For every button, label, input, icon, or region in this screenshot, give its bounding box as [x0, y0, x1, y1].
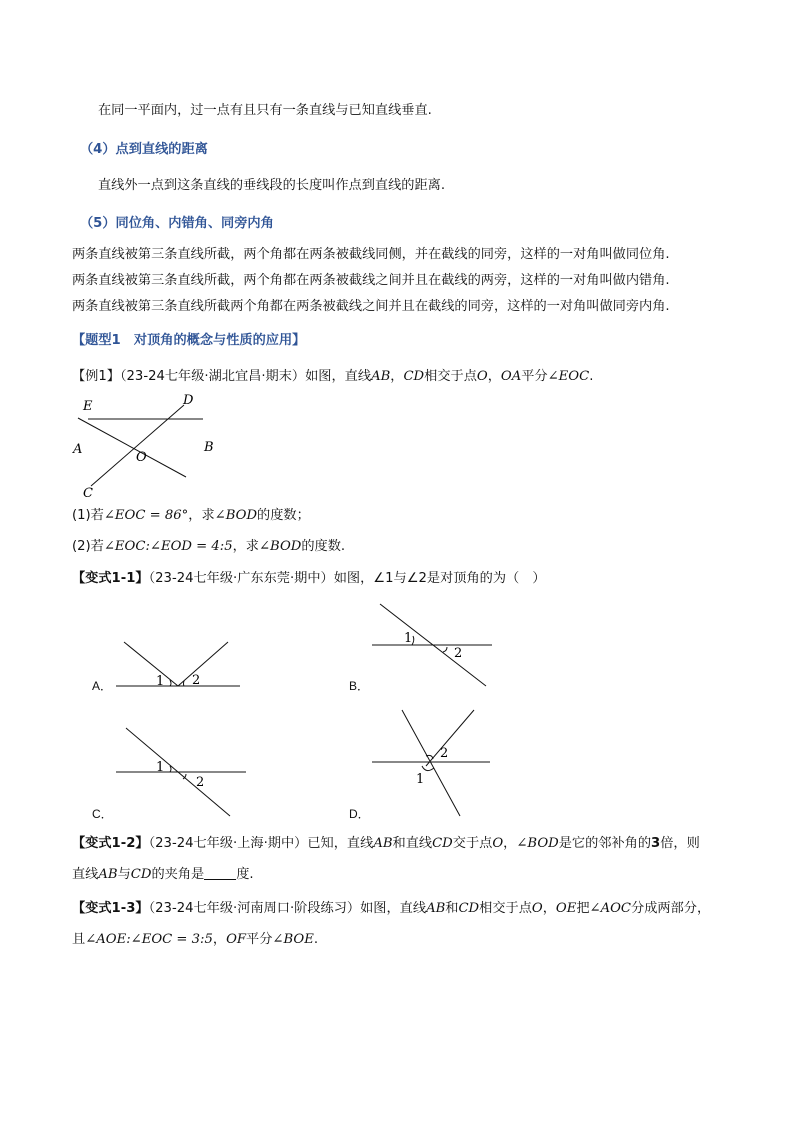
- variant-1-1-stem: [72, 569, 546, 589]
- variant-source: （23-24七年级·河南周口·阶段练习）: [148, 901, 361, 916]
- option-a-label[interactable]: A．: [92, 679, 113, 693]
- line-cd: CD: [432, 836, 453, 851]
- label-e: E: [83, 399, 93, 414]
- corresponding-angles-def: 两条直线被第三条直线所截，两个角都在两条被截线同侧，并在截线的同旁，这样的一对角叫做同位角.: [72, 247, 670, 262]
- q1-condition: ∠EOC = 86°: [103, 508, 189, 523]
- variant-1-2-line-2: [72, 865, 254, 885]
- question-type-1-title: 【题型1 对顶角的概念与性质的应用】: [72, 333, 306, 348]
- q2-text: ，求: [232, 539, 259, 554]
- text: 如图，直线: [360, 901, 427, 916]
- option-d-figure: [370, 706, 494, 820]
- text: 和直线: [392, 836, 433, 851]
- line-eo: [78, 418, 186, 477]
- period: .: [589, 369, 594, 384]
- line-cd-drawn: [91, 405, 184, 486]
- angle-boe: ∠BOE: [272, 932, 314, 947]
- text: 和: [445, 901, 459, 916]
- text: 相交于点: [479, 901, 532, 916]
- text: 交于点: [452, 836, 493, 851]
- q1-target-angle: ∠BOD: [214, 508, 258, 523]
- point-o: O: [476, 369, 488, 384]
- q2-prefix: (2)若: [72, 539, 104, 554]
- label-d: D: [183, 393, 194, 408]
- angle-aoc: ∠AOC: [589, 901, 632, 916]
- text: 且: [72, 932, 86, 947]
- option-c-figure: [112, 726, 248, 818]
- separator: ，: [487, 369, 501, 384]
- angle-2-label: 2: [196, 775, 205, 790]
- angle-2-label: 2: [192, 673, 201, 688]
- label-a: A: [73, 442, 83, 457]
- option-d-label[interactable]: D．: [349, 807, 370, 821]
- angle-eoc: ∠EOC: [547, 369, 590, 384]
- variant-source: （23-24七年级·上海·期中）: [148, 836, 308, 851]
- variant-tag: 【变式1-3】: [72, 901, 149, 916]
- stem-text: 平分: [521, 369, 548, 384]
- angle-2-label: 2: [440, 746, 449, 761]
- line-ab: AB: [426, 901, 446, 916]
- angle-bod: ∠BOD: [516, 836, 559, 851]
- text: 与: [117, 867, 131, 882]
- angle-1-label: 1: [416, 772, 425, 787]
- line-ab: AB: [371, 369, 391, 384]
- period: .: [313, 932, 319, 947]
- text: 的夹角是: [151, 867, 205, 882]
- q1-text: ，求: [188, 508, 215, 523]
- heading-5: （5）同位角、内错角、同旁内角: [80, 216, 274, 231]
- line-cd: CD: [458, 901, 480, 916]
- text: 已知，直线: [307, 836, 374, 851]
- stem-text: 相交于点: [424, 369, 477, 384]
- variant-text: 如图，∠1与∠2是对顶角的为（ ）: [333, 571, 546, 586]
- text: 是它的邻补角的: [558, 836, 652, 851]
- line-cd: CD: [403, 369, 425, 384]
- variant-1-3-line-2: [72, 930, 318, 950]
- angle-1-label: 1: [156, 674, 165, 689]
- label-b: B: [204, 440, 214, 455]
- text: 度.: [236, 867, 254, 882]
- option-c-label[interactable]: C．: [92, 807, 113, 821]
- separator: ，: [542, 901, 556, 916]
- question-1: [72, 506, 310, 526]
- angle-1-label: 1: [156, 760, 165, 775]
- q1-suffix: 的度数；: [257, 508, 310, 523]
- q2-target-angle: ∠BOD: [259, 539, 302, 554]
- separator: ，: [212, 932, 227, 947]
- ray-of: OF: [226, 932, 247, 947]
- variant-source: （23-24七年级·广东东莞·期中）: [148, 571, 334, 586]
- q1-prefix: (1)若: [72, 508, 104, 523]
- multiple: 3: [651, 836, 661, 851]
- answer-blank[interactable]: [204, 865, 236, 880]
- question-2: [72, 537, 345, 557]
- text: 分成两部分，: [631, 901, 711, 916]
- point-o: O: [492, 836, 504, 851]
- option-b-figure: [368, 602, 496, 690]
- line-cd: CD: [130, 867, 152, 882]
- example-1-stem: [72, 367, 593, 387]
- q2-condition: ∠EOC:∠EOD = 4:5: [103, 539, 233, 554]
- heading-4: （4）点到直线的距离: [80, 142, 208, 157]
- label-c: C: [83, 486, 93, 501]
- example-tag: 【例1】: [72, 369, 120, 384]
- separator: ，: [390, 369, 404, 384]
- alternate-angles-def: 两条直线被第三条直线所截，两个角都在两条被截线之间并且在截线的两旁，这样的一对角叫做内错角.: [72, 273, 670, 288]
- separator: ，: [503, 836, 517, 851]
- text: 平分: [246, 932, 273, 947]
- perp-rule-text: 在同一平面内，过一点有且只有一条直线与已知直线垂直.: [98, 103, 432, 118]
- same-side-angles-def: 两条直线被第三条直线所截两个角都在两条被截线之间并且在截线的同旁，这样的一对角叫做同旁内角.: [72, 299, 670, 314]
- variant-1-3-line-1: [72, 899, 710, 919]
- text: 直线: [72, 867, 99, 882]
- variant-tag: 【变式1-2】: [72, 836, 149, 851]
- line-ab: AB: [373, 836, 393, 851]
- ratio-condition: ∠AOE:∠EOC = 3:5: [85, 932, 213, 947]
- point-o: O: [531, 901, 543, 916]
- angle-2-label: 2: [454, 646, 463, 661]
- example-1-figure: [68, 390, 228, 502]
- distance-definition: 直线外一点到这条直线的垂线段的长度叫作点到直线的距离.: [98, 178, 446, 193]
- variant-tag: 【变式1-1】: [72, 571, 149, 586]
- line-ab: AB: [98, 867, 118, 882]
- ray-oa: OA: [500, 369, 522, 384]
- label-o: O: [136, 450, 147, 465]
- option-a-figure: [112, 640, 244, 692]
- angle-1-label: 1: [404, 631, 413, 646]
- option-b-label[interactable]: B．: [349, 679, 370, 693]
- ray-oe: OE: [555, 901, 577, 916]
- example-source: （23-24七年级·湖北宜昌·期末）: [119, 369, 306, 384]
- stem-text: 如图，直线: [305, 369, 372, 384]
- text: 把: [576, 901, 590, 916]
- q2-suffix: 的度数.: [301, 539, 346, 554]
- text: 倍，则: [660, 836, 700, 851]
- variant-1-2-line-1: [72, 834, 700, 854]
